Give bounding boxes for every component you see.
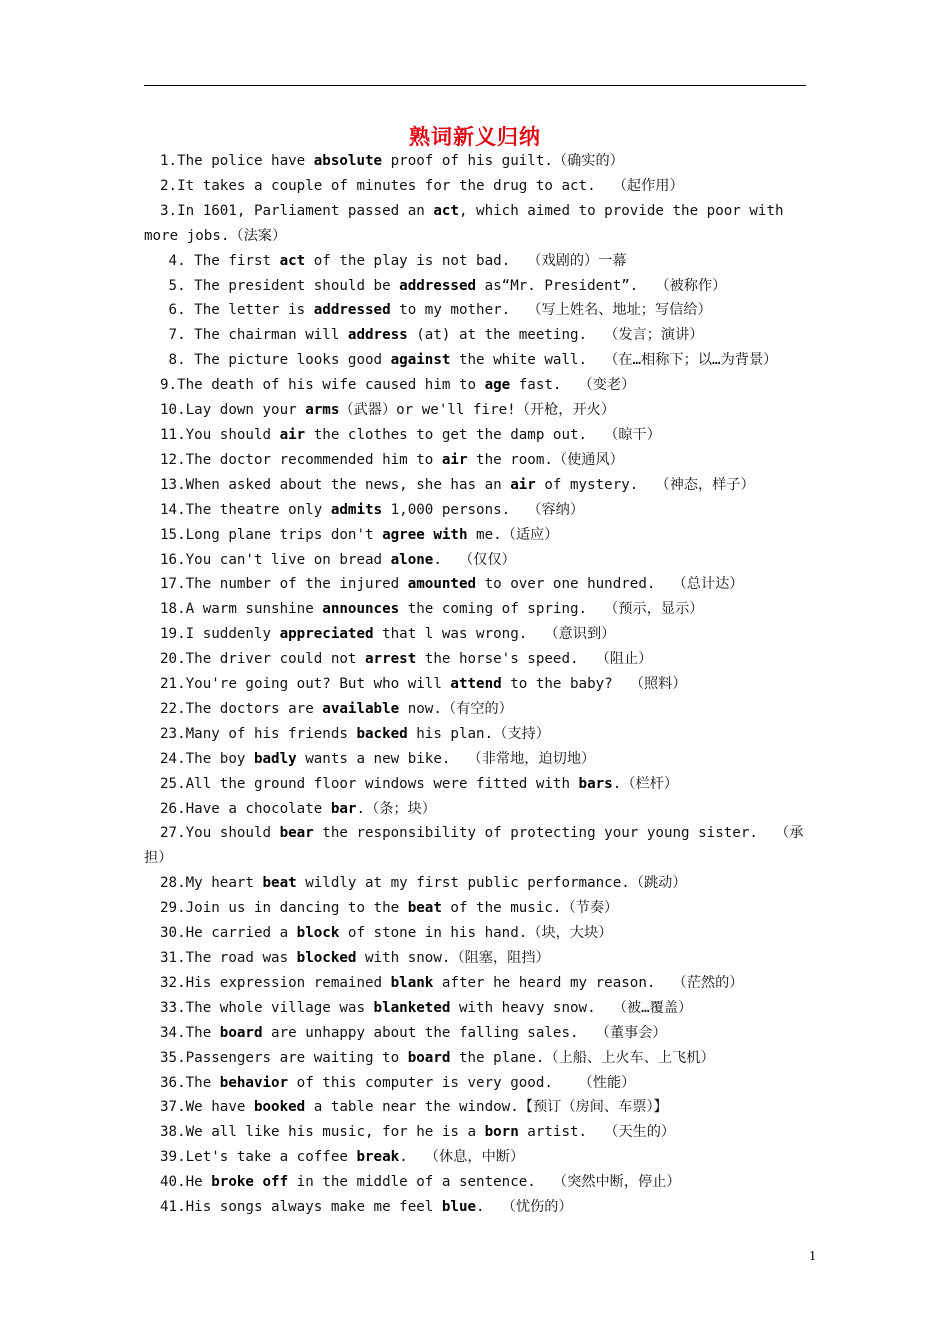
item-keyword: act: [433, 202, 459, 219]
item-keyword: amounted: [407, 576, 477, 593]
list-item: [144, 274, 806, 299]
item-keyword: backed: [356, 725, 408, 742]
item-keyword: announces: [322, 601, 400, 618]
list-item: [144, 821, 806, 871]
item-keyword: air: [510, 476, 536, 493]
item-text-after: the room.（使通风）: [467, 451, 624, 468]
item-keyword: attend: [450, 676, 502, 693]
item-text-before: 40.He: [160, 1174, 212, 1191]
item-text-after: . （仅仅）: [433, 551, 516, 568]
item-text-after: . （忧伤的）: [476, 1199, 573, 1216]
list-item: [144, 498, 806, 523]
item-keyword: behavior: [219, 1074, 289, 1091]
item-keyword: arrest: [365, 651, 417, 668]
list-item: [144, 149, 806, 174]
header-rule: [144, 85, 806, 86]
item-text-after: the responsibility of protecting your young sister. （承担）: [144, 825, 804, 867]
item-text-before: 13.When asked about the news, she has an: [160, 476, 511, 493]
list-item: [144, 747, 806, 772]
list-item: [144, 548, 806, 573]
list-item: [144, 174, 806, 199]
item-keyword: beat: [407, 900, 442, 917]
item-keyword: broke off: [211, 1174, 289, 1191]
item-text-after: wants a new bike. （非常地，迫切地）: [296, 750, 596, 767]
item-text-before: 18.A warm sunshine: [160, 601, 323, 618]
item-text-before: 12.The doctor recommended him to: [160, 451, 442, 468]
item-text-before: 7. The chairman will: [160, 327, 348, 344]
item-text-before: 4. The first: [160, 252, 280, 269]
item-keyword: against: [390, 352, 451, 369]
list-item: [144, 1120, 806, 1145]
item-text-before: 17.The number of the injured: [160, 576, 408, 593]
item-text-after: now.（有空的）: [399, 700, 513, 717]
list-item: [144, 572, 806, 597]
list-item: [144, 722, 806, 747]
item-text-before: 5. The president should be: [160, 277, 400, 294]
item-text-before: 21.You're going out? But who will: [160, 676, 451, 693]
item-text-before: 28.My heart: [160, 875, 263, 892]
item-text-after: with heavy snow. （被…覆盖）: [450, 999, 693, 1016]
list-item: [144, 249, 806, 274]
item-text-before: 14.The theatre only: [160, 501, 331, 518]
item-text-before: 34.The: [160, 1024, 220, 1041]
list-item: [144, 1046, 806, 1071]
list-item: [144, 871, 806, 896]
item-text-before: 32.His expression remained: [160, 974, 391, 991]
list-item: [144, 996, 806, 1021]
vocabulary-list: [144, 149, 806, 1220]
list-item: [144, 1195, 806, 1220]
item-text-before: 11.You should: [160, 426, 280, 443]
item-text-after: （武器）or we'll fire!（开枪，开火）: [339, 402, 616, 419]
item-keyword: arms: [305, 402, 340, 419]
list-item: [144, 697, 806, 722]
item-keyword: board: [407, 1049, 451, 1066]
item-text-before: 24.The boy: [160, 750, 254, 767]
item-text-before: 26.Have a chocolate: [160, 800, 331, 817]
item-text-after: that l was wrong. （意识到）: [373, 626, 616, 643]
item-text-after: the coming of spring. （预示，显示）: [399, 601, 704, 618]
item-keyword: bear: [279, 825, 314, 842]
item-keyword: absolute: [313, 153, 383, 169]
list-item: [144, 971, 806, 996]
list-item: [144, 1021, 806, 1046]
item-keyword: admits: [330, 501, 383, 518]
item-text-after: in the middle of a sentence. （突然中断，停止）: [288, 1174, 681, 1191]
item-text-before: 3.In 1601, Parliament passed an: [160, 202, 434, 219]
item-text-after: are unhappy about the falling sales. （董事会）: [262, 1024, 667, 1041]
item-keyword: bars: [578, 775, 613, 792]
list-item: [144, 1145, 806, 1170]
item-keyword: bar: [330, 800, 357, 817]
item-text-before: 41.His songs always make me feel: [160, 1199, 442, 1216]
item-text-before: 30.He carried a: [160, 925, 297, 942]
item-text-after: proof of his guilt.（确实的）: [382, 153, 624, 169]
item-keyword: alone: [390, 551, 434, 568]
item-text-after: wildly at my first public performance.（跳动）: [296, 875, 687, 892]
item-keyword: appreciated: [279, 626, 374, 643]
list-item: [144, 1095, 806, 1120]
list-item: [144, 1071, 806, 1096]
item-text-after: , which aimed to provide the poor with more jobs.（法案）: [144, 202, 793, 244]
list-item: [144, 348, 806, 373]
item-text-after: of the play is not bad. （戏剧的）一幕: [305, 252, 627, 269]
item-keyword: blocked: [296, 950, 357, 966]
item-text-after: a table near the window.【预订（房间、车票）】: [305, 1099, 668, 1116]
item-text-before: 27.You should: [160, 825, 280, 842]
item-text-after: his plan.（支持）: [407, 725, 550, 742]
item-text-before: 9.The death of his wife caused him to: [160, 377, 485, 394]
item-text-after: with snow.（阻塞，阻挡）: [356, 950, 550, 966]
list-item: [144, 373, 806, 398]
item-keyword: blue: [441, 1199, 477, 1216]
item-keyword: address: [347, 327, 408, 344]
item-text-after: of the music.（节奏）: [441, 900, 619, 917]
item-text-before: 35.Passengers are waiting to: [160, 1049, 408, 1066]
list-item: [144, 473, 806, 498]
item-text-after: . （休息，中断）: [399, 1149, 525, 1166]
item-text-before: 22.The doctors are: [160, 700, 323, 717]
item-text-after: to the baby? （照料）: [501, 676, 687, 693]
page-number: 1: [809, 1249, 816, 1264]
list-item: [144, 597, 806, 622]
item-text-after: fast. （变老）: [510, 377, 636, 394]
item-text-before: 16.You can't live on bread: [160, 551, 391, 568]
item-keyword: born: [484, 1124, 519, 1141]
item-keyword: addressed: [313, 302, 391, 319]
item-keyword: blanketed: [373, 999, 451, 1016]
item-text-before: 23.Many of his friends: [160, 725, 357, 742]
item-keyword: badly: [253, 750, 297, 767]
item-keyword: break: [356, 1149, 400, 1166]
list-item: [144, 523, 806, 548]
item-keyword: age: [484, 377, 511, 394]
item-keyword: available: [322, 700, 400, 717]
item-text-before: 25.All the ground floor windows were fitted with: [160, 775, 579, 792]
item-text-after: (at) at the meeting. （发言；演讲）: [407, 327, 704, 344]
page-title: 熟词新义归纳: [409, 125, 541, 149]
list-item: [144, 323, 806, 348]
item-keyword: booked: [253, 1099, 306, 1116]
item-text-before: 39.Let's take a coffee: [160, 1149, 357, 1166]
item-text-before: 38.We all like his music, for he is a: [160, 1124, 485, 1141]
list-item: [144, 398, 806, 423]
item-text-after: as“Mr. President”. （被称作）: [476, 277, 727, 294]
item-text-after: after he heard my reason. （茫然的）: [433, 974, 744, 991]
item-text-before: 6. The letter is: [160, 302, 314, 319]
item-keyword: air: [279, 426, 306, 443]
list-item: [144, 772, 806, 797]
item-keyword: air: [441, 451, 468, 468]
item-keyword: agree with: [382, 526, 468, 543]
list-item: [144, 199, 806, 249]
item-text-after: .（条；块）: [356, 800, 436, 817]
item-text-before: 37.We have: [160, 1099, 254, 1116]
list-item: [144, 946, 806, 971]
item-text-after: the white wall. （在…相称下；以…为背景）: [450, 352, 778, 369]
item-text-after: .（栏杆）: [612, 775, 679, 792]
item-text-after: of mystery. （神态，样子）: [535, 476, 755, 493]
item-keyword: board: [219, 1024, 263, 1041]
list-item: [144, 921, 806, 946]
item-keyword: beat: [262, 875, 297, 892]
list-item: [144, 672, 806, 697]
item-text-after: the clothes to get the damp out. （晾干）: [305, 426, 661, 443]
item-keyword: block: [296, 925, 340, 942]
item-text-before: 8. The picture looks good: [160, 352, 391, 369]
item-text-before: 2.It takes a couple of minutes for the drug to act. （起作用）: [160, 177, 684, 194]
item-keyword: blank: [390, 974, 434, 991]
list-item: [144, 298, 806, 323]
item-keyword: act: [279, 252, 306, 269]
list-item: [144, 448, 806, 473]
item-text-before: 19.I suddenly: [160, 626, 280, 643]
list-item: [144, 647, 806, 672]
list-item: [144, 896, 806, 921]
item-text-before: 10.Lay down your: [160, 402, 306, 419]
item-keyword: addressed: [399, 277, 477, 294]
item-text-before: 1.The police have: [160, 153, 314, 169]
item-text-before: 36.The: [160, 1074, 220, 1091]
item-text-after: of stone in his hand.（块，大块）: [339, 925, 613, 942]
list-item: [144, 1170, 806, 1195]
item-text-before: 33.The whole village was: [160, 999, 374, 1016]
item-text-before: 31.The road was: [160, 950, 297, 966]
list-item: [144, 622, 806, 647]
item-text-after: me.（适应）: [467, 526, 559, 543]
list-item: [144, 797, 806, 822]
item-text-before: 15.Long plane trips don't: [160, 526, 383, 543]
item-text-after: to my mother. （写上姓名、地址；写信给）: [390, 302, 712, 319]
item-text-after: the horse's speed. （阻止）: [416, 651, 653, 668]
item-text-after: 1,000 persons. （容纳）: [382, 501, 585, 518]
item-text-after: to over one hundred. （总计达）: [476, 576, 744, 593]
item-text-after: artist. （天生的）: [518, 1124, 676, 1141]
list-item: [144, 423, 806, 448]
item-text-before: 20.The driver could not: [160, 651, 365, 668]
item-text-after: of this computer is very good. （性能）: [288, 1074, 636, 1091]
item-text-after: the plane.（上船、上火车、上飞机）: [450, 1049, 715, 1066]
item-text-before: 29.Join us in dancing to the: [160, 900, 408, 917]
